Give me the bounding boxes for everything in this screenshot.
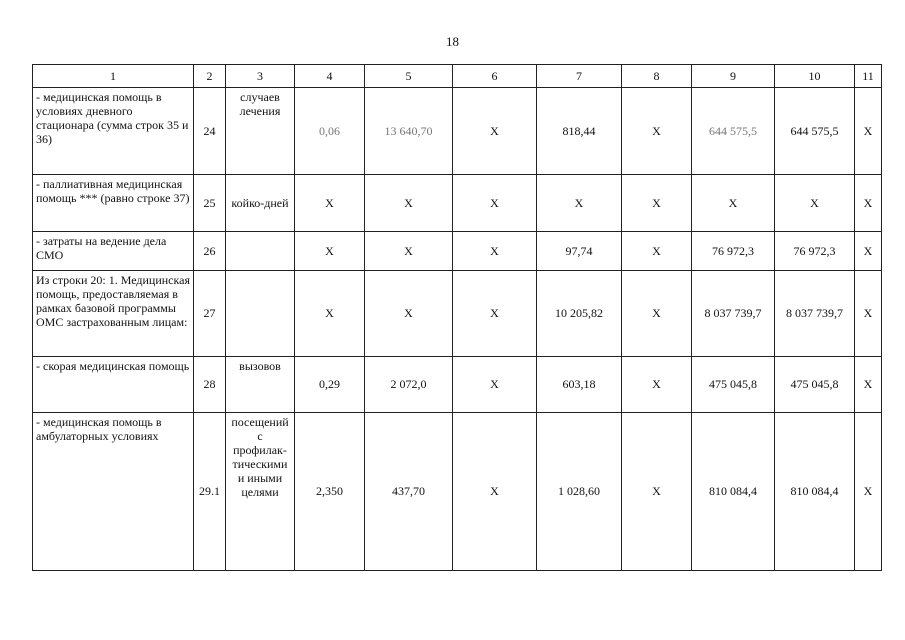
row-number: 25 (194, 175, 226, 232)
row-label: - скорая медицинская помощь (33, 357, 194, 413)
row-unit: случаев лечения (226, 88, 295, 175)
cell-col9: 76 972,3 (692, 232, 775, 271)
table-row (33, 232, 882, 271)
cell-col6: X (453, 232, 537, 271)
cell-col4: 2,350 (295, 413, 365, 571)
cell-col4: 0,06 (295, 88, 365, 175)
cell-col11: X (855, 88, 882, 175)
cell-col7: 10 205,82 (537, 271, 622, 357)
cell-col8: X (622, 175, 692, 232)
cell-col7: 818,44 (537, 88, 622, 175)
row-label: - медицинская помощь в амбулаторных условиях (33, 413, 194, 571)
cell-col6: X (453, 357, 537, 413)
cell-col5: 437,70 (365, 413, 453, 571)
row-unit: койко-дней (226, 175, 295, 232)
cell-col11: X (855, 357, 882, 413)
cell-col11: X (855, 175, 882, 232)
row-label: - затраты на ведение дела СМО (33, 232, 194, 271)
cell-col5: 2 072,0 (365, 357, 453, 413)
header-cell: 3 (226, 65, 295, 88)
cell-col11: X (855, 271, 882, 357)
row-number: 24 (194, 88, 226, 175)
cell-col8: X (622, 271, 692, 357)
cell-col8: X (622, 413, 692, 571)
header-cell: 5 (365, 65, 453, 88)
cell-col4: X (295, 271, 365, 357)
table-row (33, 413, 882, 571)
row-unit: вызовов (226, 357, 295, 413)
header-cell: 9 (692, 65, 775, 88)
table-row (33, 175, 882, 232)
cell-col10: 810 084,4 (775, 413, 855, 571)
row-label: - паллиативная медицинская помощь *** (равно строке 37) (33, 175, 194, 232)
cell-col5: X (365, 271, 453, 357)
cell-col7: 97,74 (537, 232, 622, 271)
cell-col9: 8 037 739,7 (692, 271, 775, 357)
data-table (32, 64, 882, 571)
header-cell: 7 (537, 65, 622, 88)
cell-col7: X (537, 175, 622, 232)
cell-col4: 0,29 (295, 357, 365, 413)
cell-col10: 475 045,8 (775, 357, 855, 413)
cell-col8: X (622, 232, 692, 271)
table-row (33, 357, 882, 413)
header-cell: 10 (775, 65, 855, 88)
table-row (33, 88, 882, 175)
row-label: Из строки 20: 1. Медицинская помощь, предоставляемая в рамках базовой программы ОМС застрахованным лицам: (33, 271, 194, 357)
header-cell: 8 (622, 65, 692, 88)
header-cell: 2 (194, 65, 226, 88)
cell-col9: 644 575,5 (692, 88, 775, 175)
cell-col9: 475 045,8 (692, 357, 775, 413)
cell-col6: X (453, 88, 537, 175)
row-number: 27 (194, 271, 226, 357)
cell-col10: 76 972,3 (775, 232, 855, 271)
row-label: - медицинская помощь в условиях дневного стационара (сумма строк 35 и 36) (33, 88, 194, 175)
cell-col8: X (622, 88, 692, 175)
cell-col10: X (775, 175, 855, 232)
row-number: 28 (194, 357, 226, 413)
cell-col10: 644 575,5 (775, 88, 855, 175)
cell-col11: X (855, 413, 882, 571)
header-cell: 11 (855, 65, 882, 88)
row-number: 26 (194, 232, 226, 271)
row-number: 29.1 (194, 413, 226, 571)
cell-col6: X (453, 175, 537, 232)
row-unit (226, 271, 295, 357)
cell-col9: X (692, 175, 775, 232)
header-cell: 6 (453, 65, 537, 88)
cell-col11: X (855, 232, 882, 271)
cell-col9: 810 084,4 (692, 413, 775, 571)
cell-col5: X (365, 175, 453, 232)
row-unit (226, 232, 295, 271)
cell-col8: X (622, 357, 692, 413)
page-number: 18 (446, 34, 459, 49)
row-unit: посещений с профилак-тическими и иными целями (226, 413, 295, 571)
cell-col5: X (365, 232, 453, 271)
header-row (33, 65, 882, 88)
cell-col10: 8 037 739,7 (775, 271, 855, 357)
cell-col5: 13 640,70 (365, 88, 453, 175)
table-row (33, 271, 882, 357)
cell-col4: X (295, 232, 365, 271)
header-cell: 1 (33, 65, 194, 88)
cell-col6: X (453, 271, 537, 357)
cell-col7: 1 028,60 (537, 413, 622, 571)
cell-col6: X (453, 413, 537, 571)
cell-col7: 603,18 (537, 357, 622, 413)
cell-col4: X (295, 175, 365, 232)
header-cell: 4 (295, 65, 365, 88)
